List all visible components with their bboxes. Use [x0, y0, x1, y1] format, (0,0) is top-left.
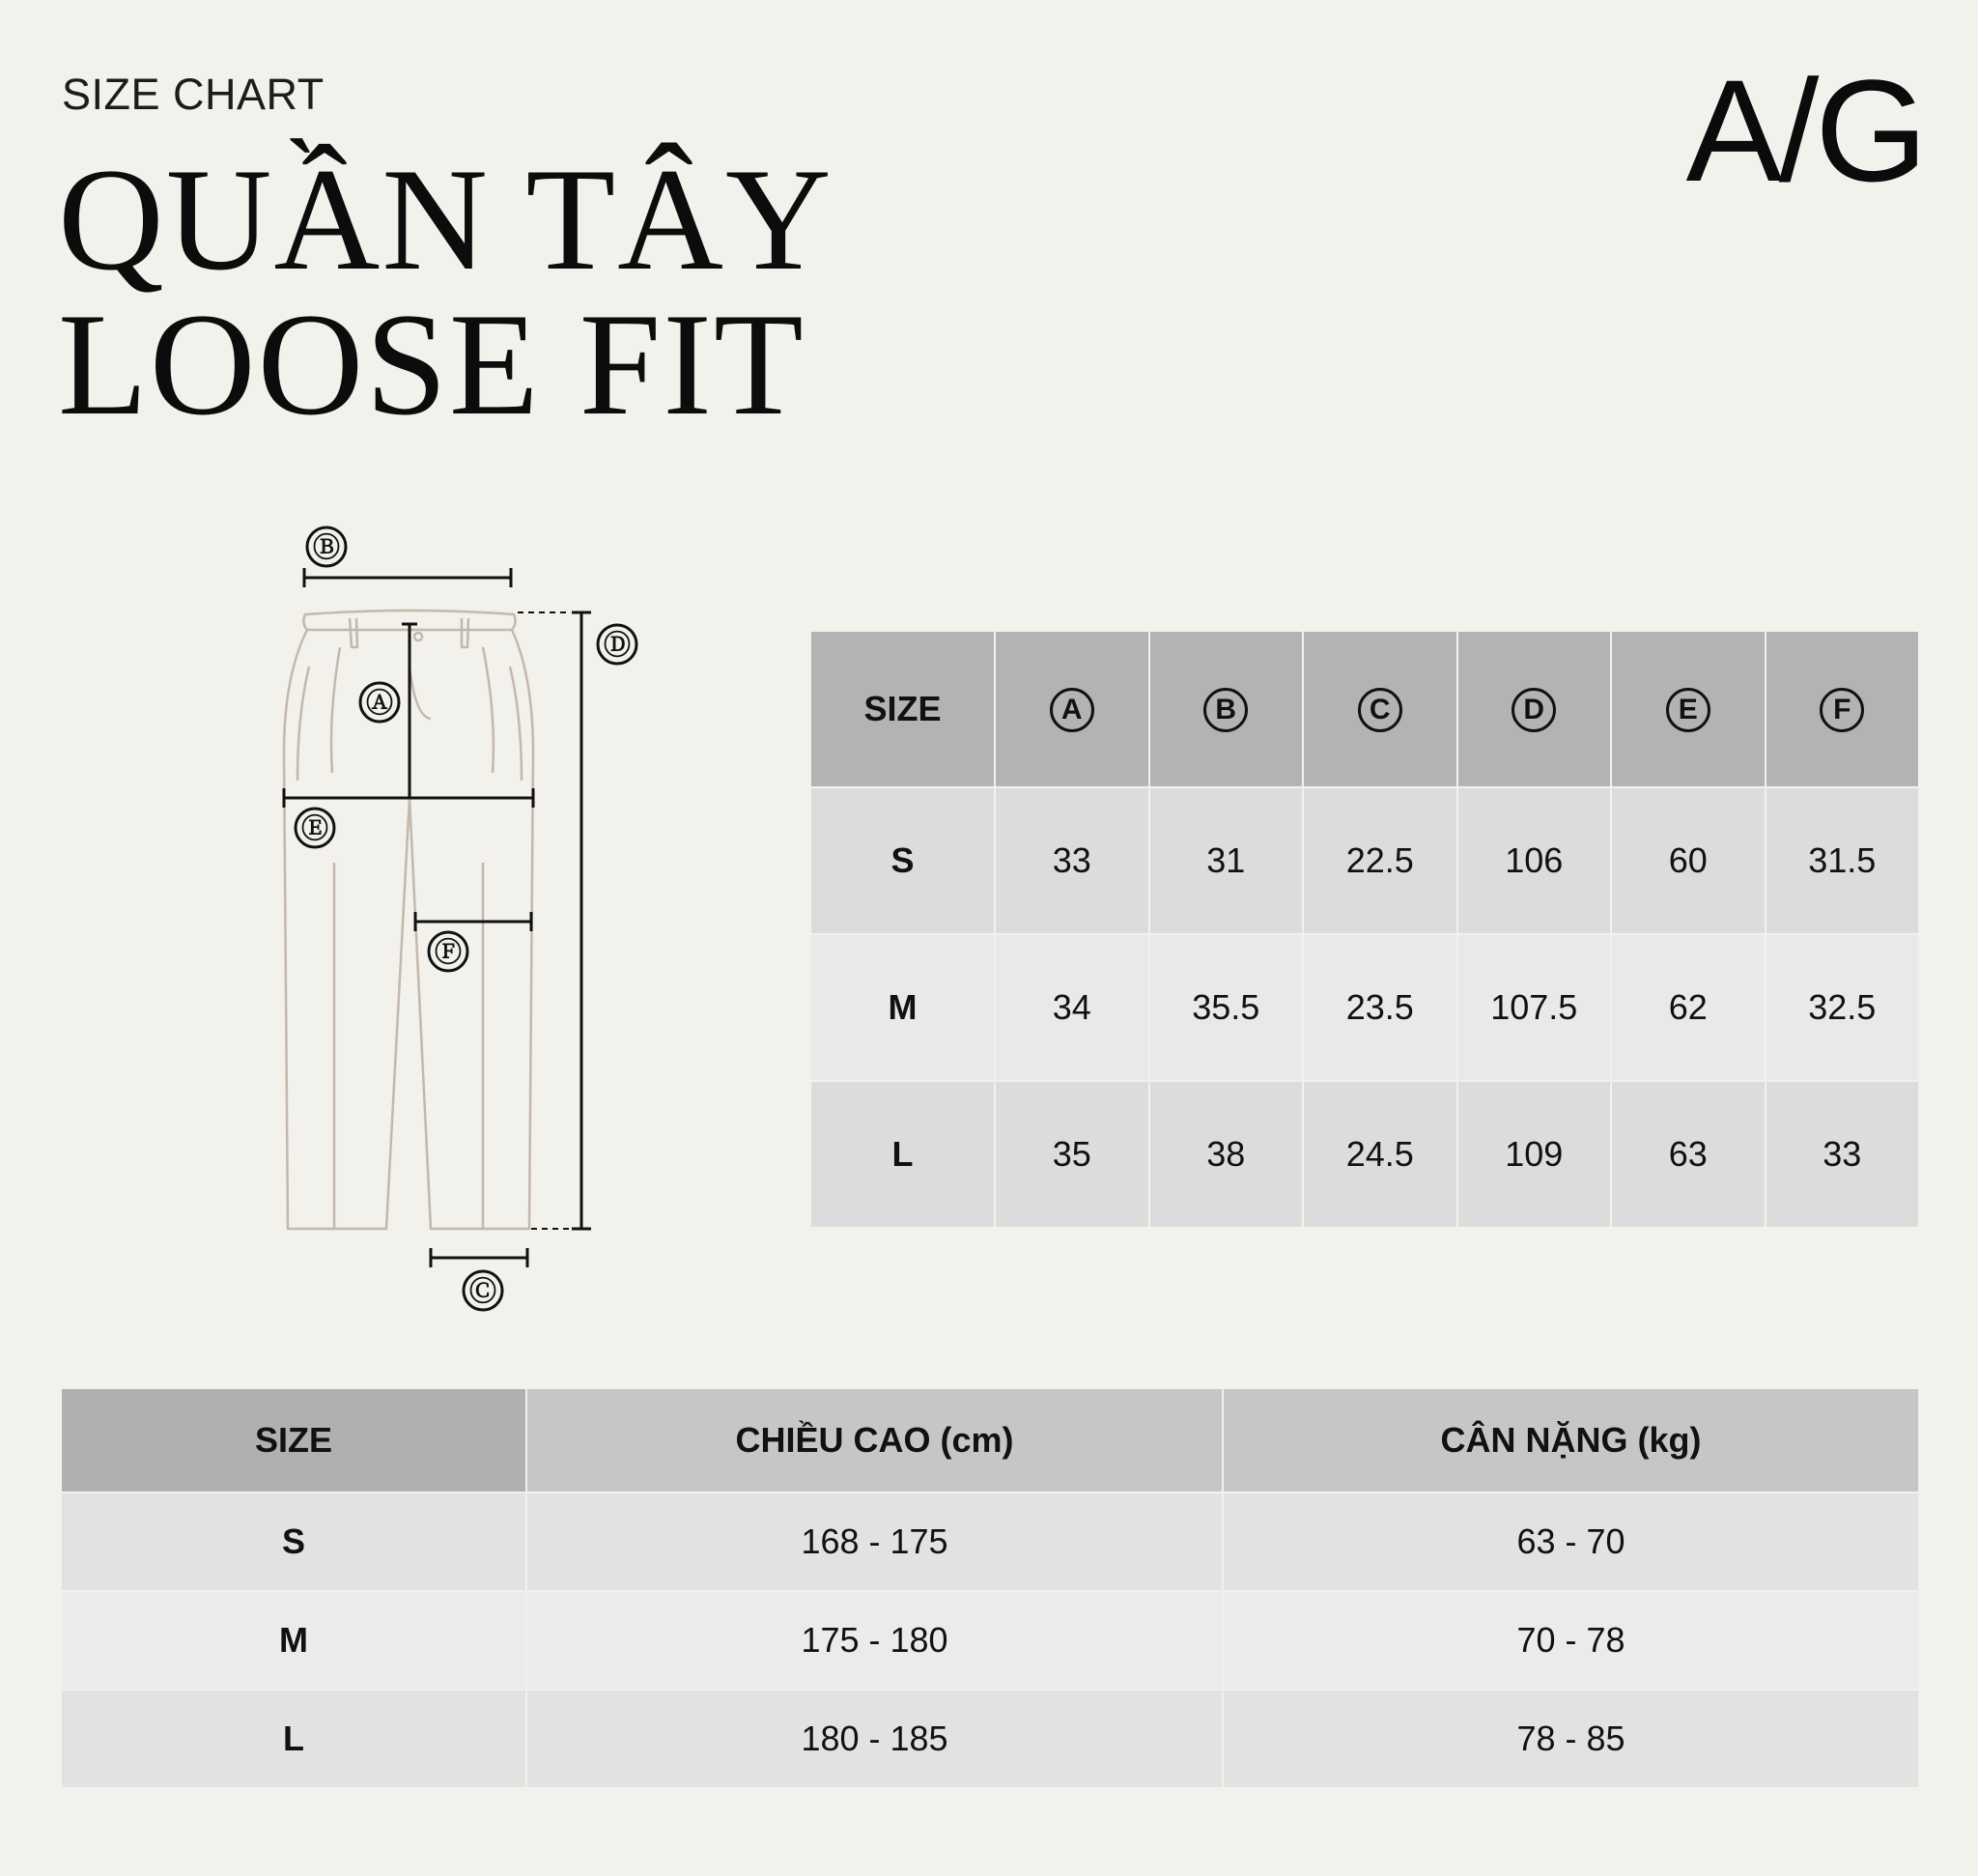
marker-c-icon	[464, 1271, 502, 1310]
svg-text:Ⓐ: Ⓐ	[365, 688, 394, 718]
table-row	[810, 787, 1919, 934]
weight-cell: 70 - 78	[1223, 1591, 1919, 1690]
header-f	[1766, 631, 1920, 787]
measurements-table	[809, 630, 1920, 1229]
value-cell: 32.5	[1766, 934, 1920, 1081]
header-weight: CÂN NẶNG (kg)	[1223, 1388, 1919, 1492]
marker-e-icon	[296, 809, 334, 847]
button	[414, 633, 422, 640]
pocket-right	[510, 667, 522, 781]
value-cell: 106	[1457, 787, 1612, 934]
table-row	[61, 1591, 1919, 1690]
weight-cell: 63 - 70	[1223, 1492, 1919, 1591]
height-cell: 168 - 175	[526, 1492, 1223, 1591]
size-cell: L	[61, 1690, 526, 1788]
header-c	[1303, 631, 1457, 787]
marker-d-icon	[598, 625, 636, 664]
header-height: CHIỀU CAO (cm)	[526, 1388, 1223, 1492]
marker-b-icon	[307, 527, 346, 566]
value-cell: 22.5	[1303, 787, 1457, 934]
height-weight-table	[60, 1387, 1920, 1789]
svg-text:Ⓑ: Ⓑ	[312, 532, 341, 562]
table-row	[810, 934, 1919, 1081]
marker-f-icon	[429, 932, 467, 971]
value-cell: 33	[1766, 1081, 1920, 1228]
svg-text:Ⓔ: Ⓔ	[300, 813, 329, 843]
line-d	[572, 612, 591, 1229]
value-cell: 63	[1611, 1081, 1766, 1228]
table-row	[810, 1081, 1919, 1228]
svg-text:Ⓕ: Ⓕ	[434, 937, 463, 967]
header-size: SIZE	[810, 631, 995, 787]
marker-a-icon	[360, 683, 399, 722]
marker-a-icon: A	[1050, 688, 1094, 732]
brand-logo: A/G	[1685, 49, 1924, 212]
leg-right	[410, 630, 533, 1229]
belt-loop-right	[462, 618, 468, 647]
table-header-row	[61, 1388, 1919, 1492]
page-title	[58, 138, 834, 445]
trousers-diagram	[261, 512, 647, 1323]
measure-markers	[296, 527, 636, 1310]
marker-b-icon: B	[1203, 688, 1248, 732]
value-cell: 33	[995, 787, 1149, 934]
size-cell: L	[810, 1081, 995, 1228]
table-row	[61, 1690, 1919, 1788]
value-cell: 60	[1611, 787, 1766, 934]
size-cell: M	[810, 934, 995, 1081]
marker-d-icon: D	[1512, 688, 1556, 732]
value-cell: 24.5	[1303, 1081, 1457, 1228]
value-cell: 31.5	[1766, 787, 1920, 934]
height-cell: 175 - 180	[526, 1591, 1223, 1690]
marker-c-icon: C	[1358, 688, 1402, 732]
marker-e-icon: E	[1666, 688, 1710, 732]
value-cell: 31	[1149, 787, 1304, 934]
title-line-2: LOOSE FIT	[58, 283, 805, 445]
line-f	[415, 912, 531, 931]
value-cell: 107.5	[1457, 934, 1612, 1081]
svg-text:Ⓓ: Ⓓ	[603, 630, 632, 660]
marker-f-icon: F	[1820, 688, 1864, 732]
belt-loop-left	[350, 618, 357, 647]
header-b	[1149, 631, 1304, 787]
value-cell: 35.5	[1149, 934, 1304, 1081]
value-cell: 62	[1611, 934, 1766, 1081]
line-b	[304, 568, 511, 587]
title-line-1: QUẦN TÂY	[58, 138, 834, 300]
pleat-left	[331, 647, 340, 773]
table-header-row	[810, 631, 1919, 787]
pleat-right	[483, 647, 494, 773]
value-cell: 38	[1149, 1081, 1304, 1228]
size-cell: M	[61, 1591, 526, 1690]
measure-lines	[284, 568, 591, 1267]
table-row	[61, 1492, 1919, 1591]
header-d	[1457, 631, 1612, 787]
line-a	[402, 624, 417, 798]
size-cell: S	[61, 1492, 526, 1591]
header-size: SIZE	[61, 1388, 526, 1492]
fly	[410, 630, 431, 719]
line-c	[431, 1248, 527, 1267]
weight-cell: 78 - 85	[1223, 1690, 1919, 1788]
eyebrow-label: SIZE CHART	[62, 70, 325, 119]
value-cell: 109	[1457, 1081, 1612, 1228]
size-cell: S	[810, 787, 995, 934]
header-e	[1611, 631, 1766, 787]
svg-text:Ⓒ: Ⓒ	[468, 1276, 497, 1306]
height-cell: 180 - 185	[526, 1690, 1223, 1788]
value-cell: 34	[995, 934, 1149, 1081]
value-cell: 23.5	[1303, 934, 1457, 1081]
pocket-left	[297, 667, 309, 781]
header-a	[995, 631, 1149, 787]
value-cell: 35	[995, 1081, 1149, 1228]
